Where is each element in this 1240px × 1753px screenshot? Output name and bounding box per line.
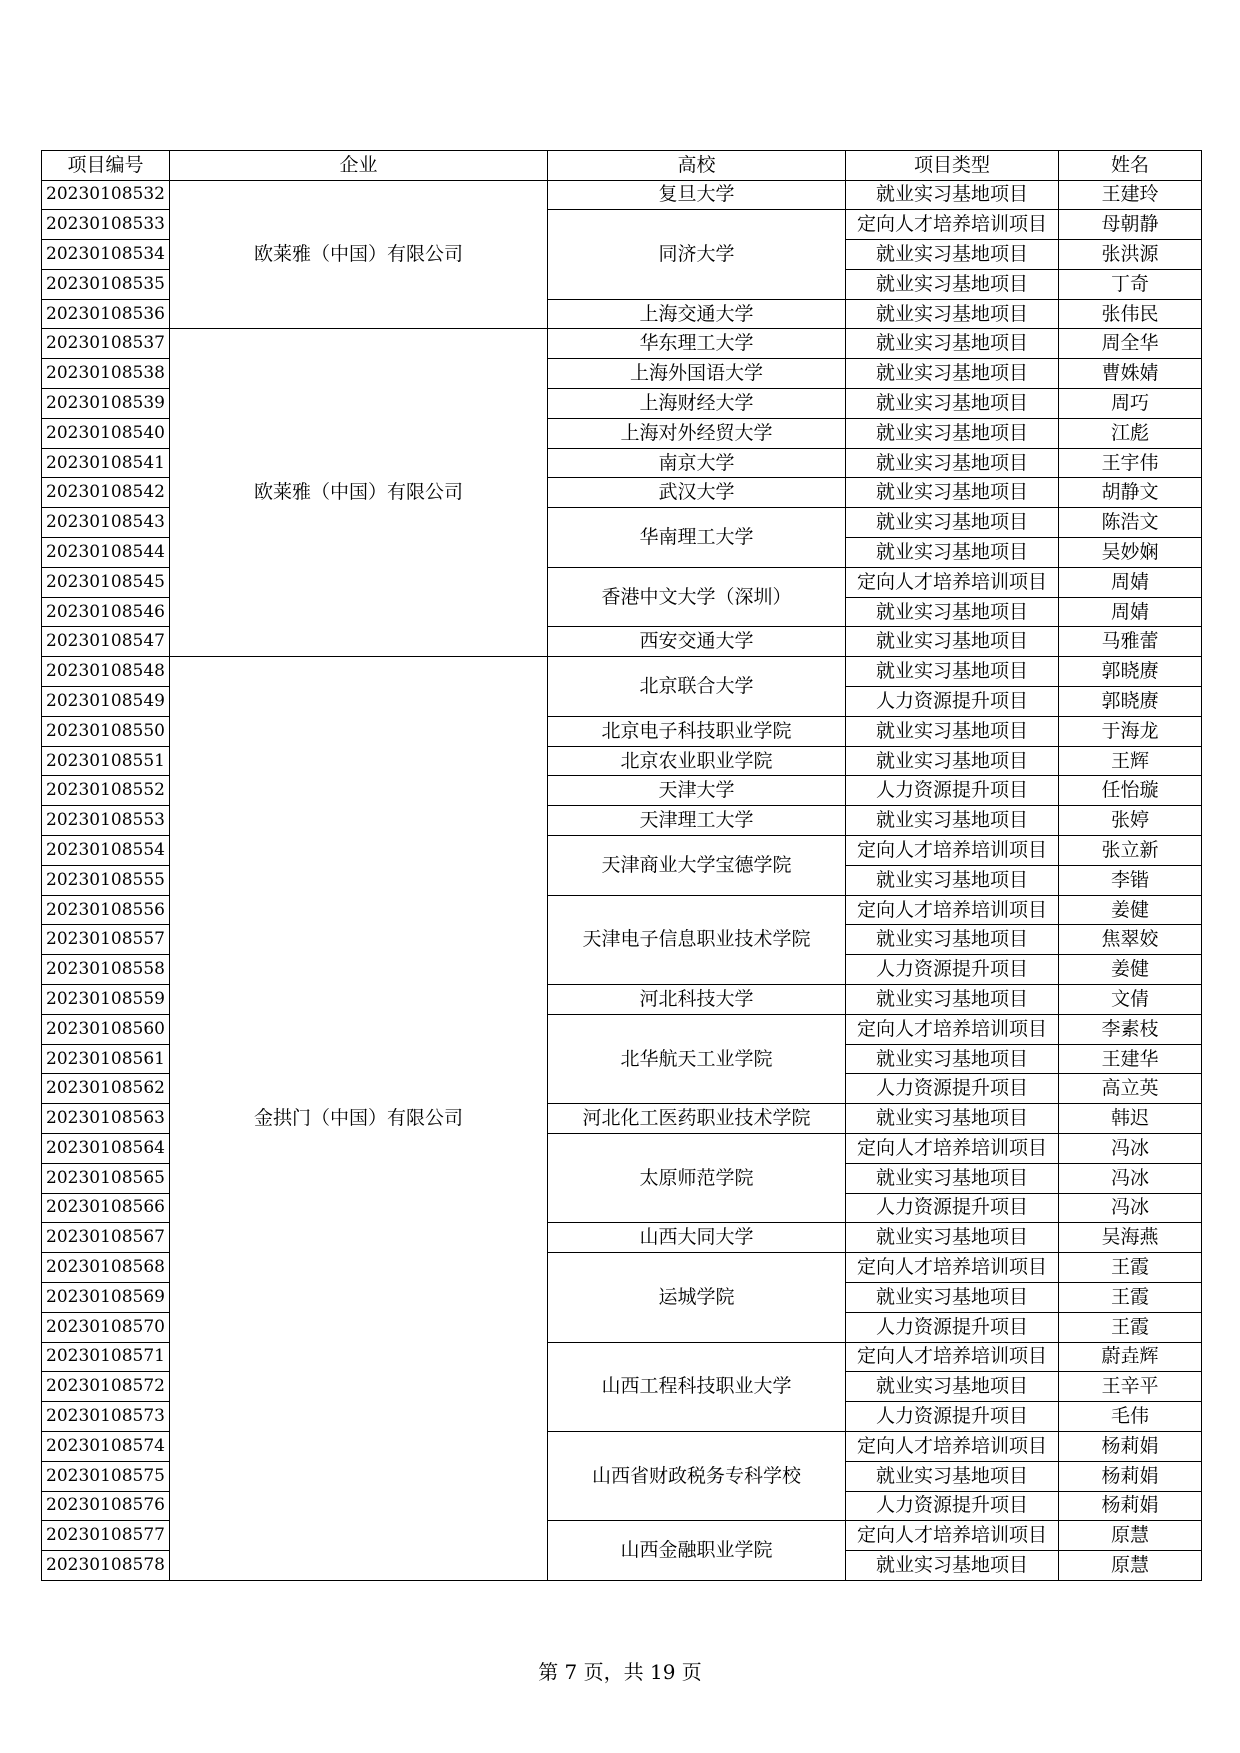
project-type-cell: 就业实习基地项目 xyxy=(846,865,1059,895)
project-type-cell: 就业实习基地项目 xyxy=(846,746,1059,776)
person-name-cell: 冯冰 xyxy=(1059,1163,1202,1193)
person-name-cell: 江彪 xyxy=(1059,418,1202,448)
school-cell: 天津理工大学 xyxy=(548,806,846,836)
school-cell: 天津大学 xyxy=(548,776,846,806)
company-cell: 欧莱雅（中国）有限公司 xyxy=(170,180,548,329)
header-name: 姓名 xyxy=(1059,151,1202,181)
person-name-cell: 焦翠姣 xyxy=(1059,925,1202,955)
school-cell: 太原师范学院 xyxy=(548,1134,846,1223)
person-name-cell: 周婧 xyxy=(1059,567,1202,597)
project-id-cell: 20230108566 xyxy=(42,1193,170,1223)
project-id-cell: 20230108569 xyxy=(42,1282,170,1312)
project-id-cell: 20230108578 xyxy=(42,1551,170,1581)
person-name-cell: 王霞 xyxy=(1059,1312,1202,1342)
project-id-cell: 20230108567 xyxy=(42,1223,170,1253)
school-cell: 南京大学 xyxy=(548,448,846,478)
school-cell: 同济大学 xyxy=(548,210,846,299)
person-name-cell: 李锴 xyxy=(1059,865,1202,895)
project-id-cell: 20230108572 xyxy=(42,1372,170,1402)
person-name-cell: 马雅蕾 xyxy=(1059,627,1202,657)
project-id-cell: 20230108564 xyxy=(42,1134,170,1164)
project-type-cell: 人力资源提升项目 xyxy=(846,687,1059,717)
page-footer: 第 7 页，共 19 页 xyxy=(538,1660,702,1684)
project-type-cell: 就业实习基地项目 xyxy=(846,985,1059,1015)
project-id-cell: 20230108556 xyxy=(42,895,170,925)
person-name-cell: 文倩 xyxy=(1059,985,1202,1015)
project-type-cell: 定向人才培养培训项目 xyxy=(846,1253,1059,1283)
school-cell: 北京联合大学 xyxy=(548,657,846,717)
project-id-cell: 20230108550 xyxy=(42,716,170,746)
project-id-cell: 20230108577 xyxy=(42,1521,170,1551)
project-id-cell: 20230108557 xyxy=(42,925,170,955)
school-cell: 河北科技大学 xyxy=(548,985,846,1015)
project-id-cell: 20230108568 xyxy=(42,1253,170,1283)
project-type-cell: 定向人才培养培训项目 xyxy=(846,1431,1059,1461)
person-name-cell: 王霞 xyxy=(1059,1282,1202,1312)
project-id-cell: 20230108571 xyxy=(42,1342,170,1372)
project-type-cell: 就业实习基地项目 xyxy=(846,389,1059,419)
project-id-cell: 20230108558 xyxy=(42,955,170,985)
project-id-cell: 20230108538 xyxy=(42,359,170,389)
project-type-cell: 人力资源提升项目 xyxy=(846,955,1059,985)
person-name-cell: 于海龙 xyxy=(1059,716,1202,746)
school-cell: 山西金融职业学院 xyxy=(548,1521,846,1581)
school-cell: 北京电子科技职业学院 xyxy=(548,716,846,746)
person-name-cell: 杨莉娟 xyxy=(1059,1431,1202,1461)
project-id-cell: 20230108545 xyxy=(42,567,170,597)
person-name-cell: 周全华 xyxy=(1059,329,1202,359)
person-name-cell: 周婧 xyxy=(1059,597,1202,627)
project-type-cell: 就业实习基地项目 xyxy=(846,1223,1059,1253)
project-type-cell: 人力资源提升项目 xyxy=(846,1402,1059,1432)
project-type-cell: 就业实习基地项目 xyxy=(846,1104,1059,1134)
person-name-cell: 冯冰 xyxy=(1059,1193,1202,1223)
school-cell: 华南理工大学 xyxy=(548,508,846,568)
school-cell: 山西工程科技职业大学 xyxy=(548,1342,846,1431)
project-type-cell: 就业实习基地项目 xyxy=(846,448,1059,478)
person-name-cell: 李素枝 xyxy=(1059,1014,1202,1044)
project-id-cell: 20230108552 xyxy=(42,776,170,806)
project-type-cell: 就业实习基地项目 xyxy=(846,627,1059,657)
project-type-cell: 就业实习基地项目 xyxy=(846,806,1059,836)
school-cell: 天津电子信息职业技术学院 xyxy=(548,895,846,984)
table-header-row xyxy=(42,151,1202,181)
header-project-type: 项目类型 xyxy=(846,151,1059,181)
project-type-cell: 就业实习基地项目 xyxy=(846,329,1059,359)
project-id-cell: 20230108575 xyxy=(42,1461,170,1491)
project-type-cell: 就业实习基地项目 xyxy=(846,1282,1059,1312)
project-type-cell: 就业实习基地项目 xyxy=(846,180,1059,210)
person-name-cell: 高立英 xyxy=(1059,1074,1202,1104)
table-body xyxy=(42,180,1202,1580)
project-type-cell: 就业实习基地项目 xyxy=(846,1044,1059,1074)
project-table xyxy=(41,150,1202,1581)
project-id-cell: 20230108551 xyxy=(42,746,170,776)
school-cell: 天津商业大学宝德学院 xyxy=(548,836,846,896)
project-id-cell: 20230108532 xyxy=(42,180,170,210)
project-id-cell: 20230108541 xyxy=(42,448,170,478)
project-type-cell: 就业实习基地项目 xyxy=(846,925,1059,955)
project-id-cell: 20230108553 xyxy=(42,806,170,836)
project-id-cell: 20230108573 xyxy=(42,1402,170,1432)
project-type-cell: 就业实习基地项目 xyxy=(846,508,1059,538)
school-cell: 河北化工医药职业技术学院 xyxy=(548,1104,846,1134)
project-type-cell: 定向人才培养培训项目 xyxy=(846,1014,1059,1044)
project-id-cell: 20230108534 xyxy=(42,240,170,270)
project-type-cell: 定向人才培养培训项目 xyxy=(846,1342,1059,1372)
person-name-cell: 张婷 xyxy=(1059,806,1202,836)
person-name-cell: 杨莉娟 xyxy=(1059,1491,1202,1521)
project-type-cell: 就业实习基地项目 xyxy=(846,597,1059,627)
person-name-cell: 姜健 xyxy=(1059,895,1202,925)
person-name-cell: 王宇伟 xyxy=(1059,448,1202,478)
header-school: 高校 xyxy=(548,151,846,181)
project-type-cell: 定向人才培养培训项目 xyxy=(846,567,1059,597)
person-name-cell: 蔚垚辉 xyxy=(1059,1342,1202,1372)
project-id-cell: 20230108562 xyxy=(42,1074,170,1104)
school-cell: 上海对外经贸大学 xyxy=(548,418,846,448)
project-id-cell: 20230108570 xyxy=(42,1312,170,1342)
project-id-cell: 20230108542 xyxy=(42,478,170,508)
project-type-cell: 就业实习基地项目 xyxy=(846,240,1059,270)
person-name-cell: 王霞 xyxy=(1059,1253,1202,1283)
person-name-cell: 任怡璇 xyxy=(1059,776,1202,806)
school-cell: 山西大同大学 xyxy=(548,1223,846,1253)
project-type-cell: 定向人才培养培训项目 xyxy=(846,895,1059,925)
person-name-cell: 王辉 xyxy=(1059,746,1202,776)
project-type-cell: 就业实习基地项目 xyxy=(846,478,1059,508)
person-name-cell: 原慧 xyxy=(1059,1521,1202,1551)
project-id-cell: 20230108537 xyxy=(42,329,170,359)
person-name-cell: 杨莉娟 xyxy=(1059,1461,1202,1491)
school-cell: 山西省财政税务专科学校 xyxy=(548,1431,846,1520)
project-id-cell: 20230108560 xyxy=(42,1014,170,1044)
project-id-cell: 20230108543 xyxy=(42,508,170,538)
person-name-cell: 冯冰 xyxy=(1059,1134,1202,1164)
project-type-cell: 就业实习基地项目 xyxy=(846,1372,1059,1402)
table-row xyxy=(42,657,1202,687)
project-id-cell: 20230108563 xyxy=(42,1104,170,1134)
project-type-cell: 定向人才培养培训项目 xyxy=(846,1134,1059,1164)
school-cell: 上海财经大学 xyxy=(548,389,846,419)
person-name-cell: 原慧 xyxy=(1059,1551,1202,1581)
project-type-cell: 人力资源提升项目 xyxy=(846,1312,1059,1342)
project-type-cell: 就业实习基地项目 xyxy=(846,1163,1059,1193)
school-cell: 运城学院 xyxy=(548,1253,846,1342)
project-type-cell: 就业实习基地项目 xyxy=(846,299,1059,329)
school-cell: 香港中文大学（深圳） xyxy=(548,567,846,627)
person-name-cell: 母朝静 xyxy=(1059,210,1202,240)
school-cell: 西安交通大学 xyxy=(548,627,846,657)
table-row xyxy=(42,329,1202,359)
person-name-cell: 郭晓赓 xyxy=(1059,687,1202,717)
header-company: 企业 xyxy=(170,151,548,181)
person-name-cell: 韩迟 xyxy=(1059,1104,1202,1134)
company-cell: 金拱门（中国）有限公司 xyxy=(170,657,548,1581)
person-name-cell: 张洪源 xyxy=(1059,240,1202,270)
project-id-cell: 20230108574 xyxy=(42,1431,170,1461)
project-id-cell: 20230108555 xyxy=(42,865,170,895)
project-type-cell: 就业实习基地项目 xyxy=(846,1461,1059,1491)
person-name-cell: 王辛平 xyxy=(1059,1372,1202,1402)
project-type-cell: 定向人才培养培训项目 xyxy=(846,210,1059,240)
school-cell: 复旦大学 xyxy=(548,180,846,210)
project-type-cell: 就业实习基地项目 xyxy=(846,359,1059,389)
project-id-cell: 20230108549 xyxy=(42,687,170,717)
project-id-cell: 20230108539 xyxy=(42,389,170,419)
person-name-cell: 郭晓赓 xyxy=(1059,657,1202,687)
person-name-cell: 姜健 xyxy=(1059,955,1202,985)
project-type-cell: 人力资源提升项目 xyxy=(846,1074,1059,1104)
project-type-cell: 就业实习基地项目 xyxy=(846,1551,1059,1581)
table-row xyxy=(42,180,1202,210)
project-id-cell: 20230108554 xyxy=(42,836,170,866)
project-id-cell: 20230108576 xyxy=(42,1491,170,1521)
person-name-cell: 曹姝婧 xyxy=(1059,359,1202,389)
person-name-cell: 丁奇 xyxy=(1059,269,1202,299)
person-name-cell: 王建华 xyxy=(1059,1044,1202,1074)
project-id-cell: 20230108533 xyxy=(42,210,170,240)
person-name-cell: 吴妙娴 xyxy=(1059,538,1202,568)
school-cell: 华东理工大学 xyxy=(548,329,846,359)
project-type-cell: 就业实习基地项目 xyxy=(846,716,1059,746)
person-name-cell: 毛伟 xyxy=(1059,1402,1202,1432)
project-type-cell: 就业实习基地项目 xyxy=(846,269,1059,299)
project-id-cell: 20230108547 xyxy=(42,627,170,657)
project-type-cell: 就业实习基地项目 xyxy=(846,538,1059,568)
person-name-cell: 吴海燕 xyxy=(1059,1223,1202,1253)
project-type-cell: 人力资源提升项目 xyxy=(846,1193,1059,1223)
project-type-cell: 定向人才培养培训项目 xyxy=(846,1521,1059,1551)
person-name-cell: 王建玲 xyxy=(1059,180,1202,210)
project-id-cell: 20230108540 xyxy=(42,418,170,448)
person-name-cell: 陈浩文 xyxy=(1059,508,1202,538)
project-type-cell: 定向人才培养培训项目 xyxy=(846,836,1059,866)
school-cell: 上海交通大学 xyxy=(548,299,846,329)
school-cell: 上海外国语大学 xyxy=(548,359,846,389)
school-cell: 北京农业职业学院 xyxy=(548,746,846,776)
project-id-cell: 20230108548 xyxy=(42,657,170,687)
project-id-cell: 20230108544 xyxy=(42,538,170,568)
project-type-cell: 就业实习基地项目 xyxy=(846,657,1059,687)
school-cell: 武汉大学 xyxy=(548,478,846,508)
project-id-cell: 20230108559 xyxy=(42,985,170,1015)
project-id-cell: 20230108536 xyxy=(42,299,170,329)
project-type-cell: 就业实习基地项目 xyxy=(846,418,1059,448)
person-name-cell: 胡静文 xyxy=(1059,478,1202,508)
header-project-id: 项目编号 xyxy=(42,151,170,181)
project-id-cell: 20230108565 xyxy=(42,1163,170,1193)
project-id-cell: 20230108535 xyxy=(42,269,170,299)
project-type-cell: 人力资源提升项目 xyxy=(846,776,1059,806)
project-id-cell: 20230108546 xyxy=(42,597,170,627)
person-name-cell: 周巧 xyxy=(1059,389,1202,419)
project-id-cell: 20230108561 xyxy=(42,1044,170,1074)
person-name-cell: 张立新 xyxy=(1059,836,1202,866)
project-type-cell: 人力资源提升项目 xyxy=(846,1491,1059,1521)
company-cell: 欧莱雅（中国）有限公司 xyxy=(170,329,548,657)
school-cell: 北华航天工业学院 xyxy=(548,1014,846,1103)
person-name-cell: 张伟民 xyxy=(1059,299,1202,329)
